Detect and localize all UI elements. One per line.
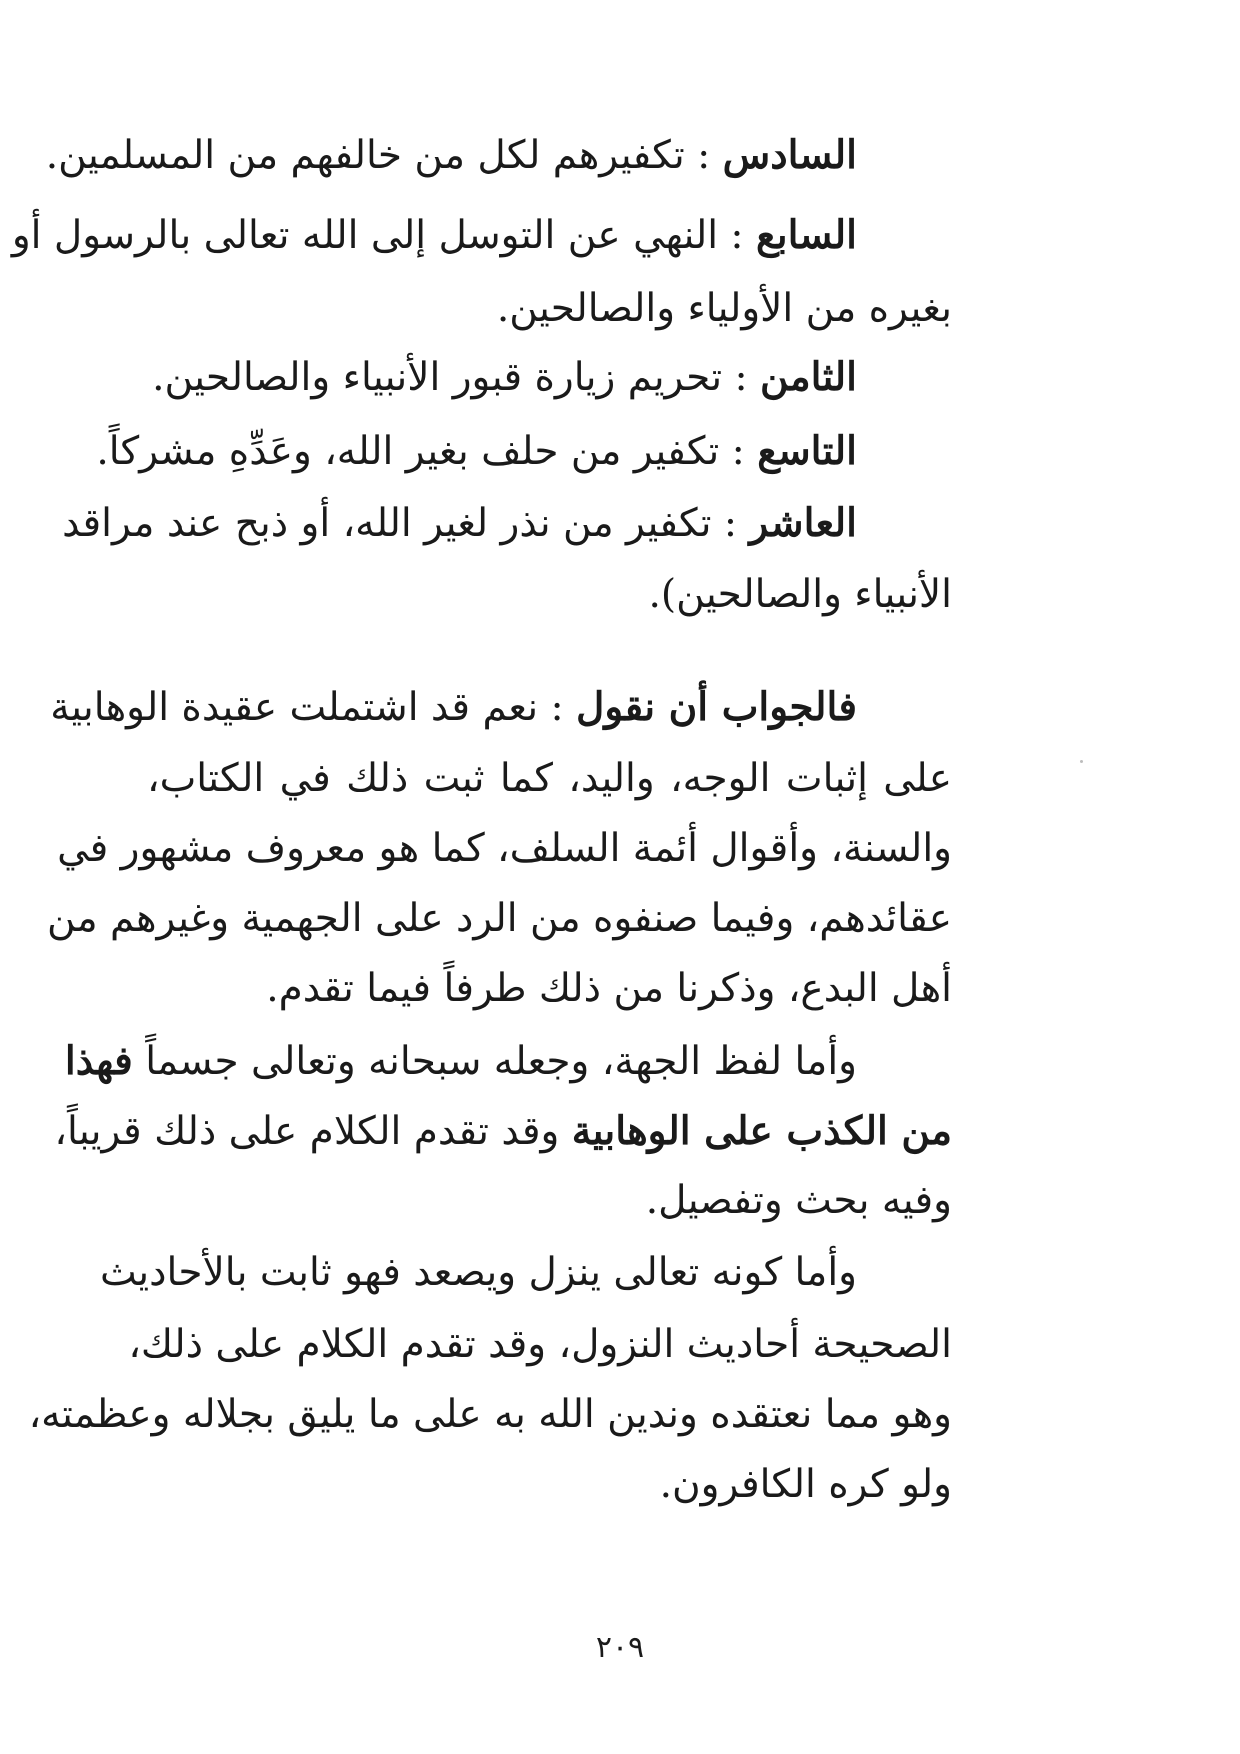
- scan-speck: [1080, 760, 1083, 763]
- list-item-lead: السادس: [722, 132, 857, 178]
- list-item-body: : تحريم زيارة قبور الأنبياء والصالحين.: [152, 355, 748, 400]
- list-item-lead: التاسع: [757, 428, 857, 474]
- list-item-body: : تكفيرهم لكل من خالفهم من المسلمين.: [45, 133, 711, 178]
- answer-line-5: أهل البدع، وذكرنا من ذلك طرفاً فيما تقدم.: [266, 966, 952, 1011]
- answer-line-3: والسنة، وأقوال أئمة السلف، كما هو معروف مشهور في: [57, 826, 952, 871]
- descent-line-3: وهو مما نعتقده وندين الله به على ما يليق بجلاله وعظمته،: [28, 1392, 952, 1437]
- answer-line-1-rest: : نعم قد اشتملت عقيدة الوهابية: [50, 685, 564, 730]
- direction-line-1-emphasis: فهذا: [64, 1038, 133, 1084]
- descent-line-4: ولو كره الكافرون.: [659, 1462, 952, 1507]
- answer-line-1: [50, 680, 857, 740]
- list-item-lead: الثامن: [760, 354, 857, 400]
- list-item-9: [96, 424, 857, 484]
- list-item-7: [11, 208, 857, 268]
- list-item-body: : تكفير من نذر لغير الله، أو ذبح عند مراقد: [62, 501, 737, 546]
- direction-line-2-emphasis: من الكذب على الوهابية: [571, 1108, 952, 1154]
- list-item-6: [46, 128, 857, 188]
- list-item-body: : النهي عن التوسل إلى الله تعالى بالرسول أو: [11, 213, 744, 258]
- list-item-10: [62, 496, 857, 556]
- list-item-7-continuation: بغيره من الأولياء والصالحين.: [496, 286, 952, 331]
- direction-line-1: [64, 1034, 857, 1094]
- direction-line-1-start: وأما لفظ الجهة، وجعله سبحانه وتعالى جسماً: [145, 1039, 857, 1084]
- list-item-lead: السابع: [755, 212, 857, 258]
- direction-line-3: وفيه بحث وتفصيل.: [645, 1178, 952, 1223]
- descent-line-2: الصحيحة أحاديث النزول، وقد تقدم الكلام على ذلك،: [128, 1322, 952, 1367]
- direction-line-2: [54, 1104, 952, 1164]
- answer-line-2: على إثبات الوجه، واليد، كما ثبت ذلك في الكتاب،: [147, 756, 952, 801]
- direction-line-2-rest: وقد تقدم الكلام على ذلك قريباً،: [54, 1109, 560, 1154]
- answer-lead: فالجواب أن نقول: [576, 684, 857, 730]
- answer-line-4: عقائدهم، وفيما صنفوه من الرد على الجهمية وغيرهم من: [47, 896, 952, 941]
- page-number: ٢٠٩: [595, 1630, 645, 1665]
- list-item-body: : تكفير من حلف بغير الله، وعَدِّهِ مشركاً.: [96, 429, 745, 474]
- list-item-lead: العاشر: [749, 500, 857, 546]
- descent-line-1: وأما كونه تعالى ينزل ويصعد فهو ثابت بالأحاديث: [99, 1250, 857, 1295]
- list-item-8: [152, 350, 857, 410]
- list-item-10-continuation: الأنبياء والصالحين).: [648, 572, 952, 617]
